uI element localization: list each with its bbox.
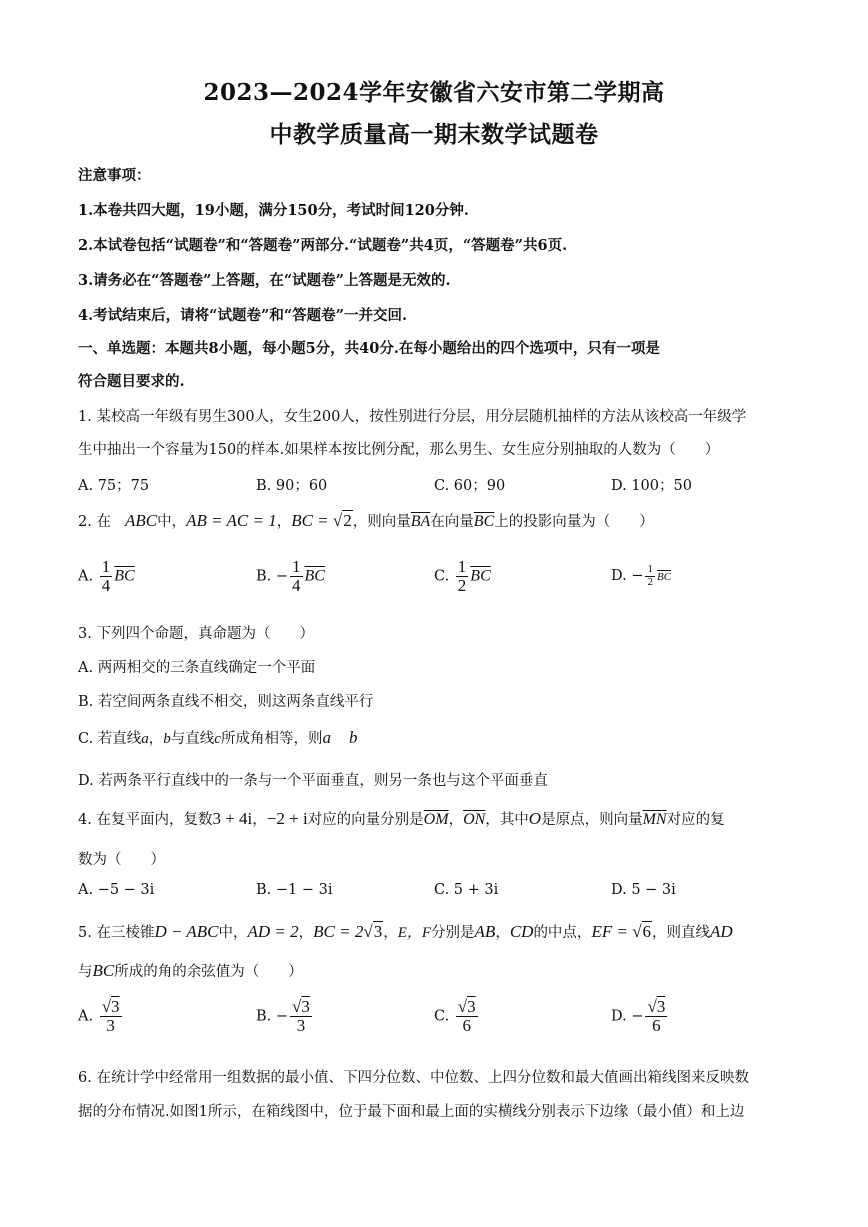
q3-option-c: C. 若直线a，b与直线c所成角相等，则a b <box>78 728 358 747</box>
section1-heading-line2: 符合题目要求的. <box>78 373 185 390</box>
q3-stem: 3. 下列四个命题，真命题为（ ） <box>78 626 314 642</box>
q4-option-a: A. −5 − 3i <box>78 882 155 898</box>
q4-option-d: D. 5 − 3i <box>611 882 676 898</box>
q6-stem-line1: 6. 在统计学中经常用一组数据的最小值、下四分位数、中位数、上四分位数和最大值画出箱线图来反映数 <box>78 1070 749 1086</box>
q2-sqrt: √2 <box>332 511 352 530</box>
q4-stem-line1: 4. 在复平面内，复数3 + 4i，−2 + i对应的向量分别是$\overline{OM}$，$\overline{ON}$，其中O是原点，则向量$\overline{MN}$对应的复 <box>78 809 725 828</box>
note-item-2: 2.本试卷包括“试题卷”和“答题卷”两部分.“试题卷”共4页，“答题卷”共6页. <box>78 237 568 254</box>
q5-option-c: C. $\frac{√3}{6}$ <box>434 997 476 1035</box>
q2-triangle: ABC <box>124 511 158 530</box>
q2-stem: 2. 在 ABC中，AB = AC = 1，BC = √2，则向量$\overline{BA}$在向量$\overline{BC}$上的投影向量为（ ） <box>78 511 654 530</box>
q5-stem-line1: 5. 在三棱锥D − ABC中，AD = 2，BC = 2√3，E，F分别是AB，CD的中点，EF = √6，则直线AD <box>78 922 733 941</box>
q1-stem-line1: 1. 某校高一年级有男生300人，女生200人，按性别进行分层，用分层随机抽样的方法从该校高一年级学 <box>78 409 747 425</box>
q1-option-a: A. 75；75 <box>78 478 150 494</box>
q2-option-a: A. $\frac{1}{4}$ $\overline{BC}$ <box>78 557 135 595</box>
q1-option-b: B. 90；60 <box>256 478 328 494</box>
q2-option-d: D. − $\frac{1}{2}$ $\overline{BC}$ <box>611 563 672 588</box>
q3-option-b: B. 若空间两条直线不相交，则这两条直线平行 <box>78 694 374 710</box>
q2-vector-ba: $\overline{BA}$ <box>410 513 431 530</box>
q2-cond1: AB = AC = 1 <box>186 511 277 530</box>
note-item-4: 4.考试结束后，请将“试题卷”和“答题卷”一并交回. <box>78 307 408 324</box>
q5-option-b: B. − $\frac{√3}{3}$ <box>256 997 310 1035</box>
q4-vector-on: $\overline{ON}$ <box>463 811 486 828</box>
q4-stem-line2: 数为（ ） <box>78 852 165 868</box>
q1-stem-line2: 生中抽出一个容量为150的样本.如果样本按比例分配，那么男生、女生应分别抽取的人数为（ ） <box>78 442 720 458</box>
note-item-3: 3.请务必在“答题卷”上答题，在“试题卷”上答题是无效的. <box>78 272 451 289</box>
note-item-1: 1.本卷共四大题，19小题，满分150分，考试时间120分钟. <box>78 202 469 219</box>
q6-stem-line2: 据的分布情况.如图1所示，在箱线图中，位于最下面和最上面的实横线分别表示下边缘（最小值）和上边 <box>78 1104 745 1120</box>
q4-vector-om: $\overline{OM}$ <box>423 811 449 828</box>
q3-option-d: D. 若两条平行直线中的一条与一个平面垂直，则另一条也与这个平面垂直 <box>78 773 548 789</box>
q2-option-c: C. $\frac{1}{2}$ $\overline{BC}$ <box>434 557 491 595</box>
q1-option-c: C. 60；90 <box>434 478 506 494</box>
q4-option-c: C. 5 + 3i <box>434 882 499 898</box>
q4-vector-mn: $\overline{MN}$ <box>642 811 667 828</box>
q5-option-a: A. $\frac{√3}{3}$ <box>78 997 120 1035</box>
q2-vector-bc: $\overline{BC}$ <box>473 513 495 530</box>
notes-heading: 注意事项： <box>78 167 151 184</box>
q5-stem-line2: 与BC所成的角的余弦值为（ ） <box>78 961 303 980</box>
q2-option-b: B. − $\frac{1}{4}$ $\overline{BC}$ <box>256 557 325 595</box>
q5-option-d: D. − $\frac{√3}{6}$ <box>611 997 666 1035</box>
q1-option-d: D. 100；50 <box>611 478 692 494</box>
section1-heading-line1: 一、单选题：本题共8小题，每小题5分，共40分.在每小题给出的四个选项中，只有一项是 <box>78 340 660 357</box>
title-line-1: 2023—2024学年安徽省六安市第二学期高 <box>203 79 665 106</box>
q4-option-b: B. −1 − 3i <box>256 882 333 898</box>
title-line-2: 中教学质量高一期末数学试题卷 <box>269 121 599 148</box>
q3-option-a: A. 两两相交的三条直线确定一个平面 <box>78 660 316 676</box>
